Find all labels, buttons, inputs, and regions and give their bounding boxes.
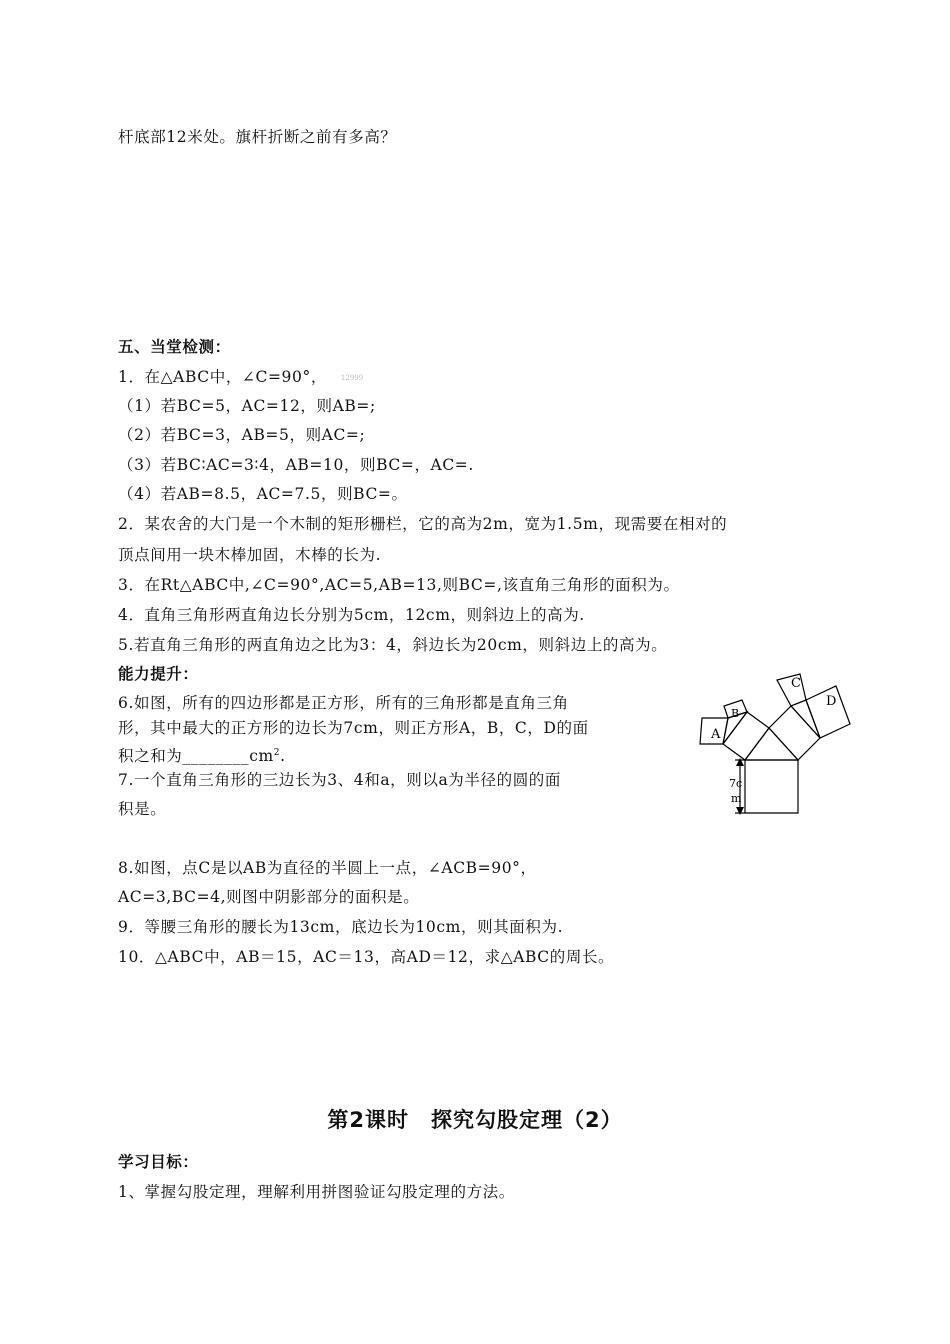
arrow-down-icon <box>736 807 744 815</box>
question-1-text: 1．在△ABC中，∠C=90°， <box>118 368 327 386</box>
question-1 <box>118 367 363 388</box>
label-c: C <box>791 676 801 691</box>
dimension-label-2: m <box>731 792 742 805</box>
question-5: 5.若直角三角形的两直角边之比为3：4，斜边长为20cm，则斜边上的高为。 <box>118 636 668 654</box>
label-a: A <box>711 727 721 742</box>
question-6-end: . <box>280 747 286 766</box>
question-1-part-4: （4）若AB=8.5，AC=7.5，则BC=。 <box>118 485 408 503</box>
question-8: 8.如图，点C是以AB为直径的半圆上一点，∠ACB=90°， <box>118 859 537 877</box>
learning-goal-1: 1、掌握勾股定理，理解利用拼图验证勾股定理的方法。 <box>118 1183 515 1201</box>
question-2-cont: 顶点间用一块木棒加固，木棒的长为. <box>118 546 382 564</box>
question-6-cont2 <box>118 743 286 766</box>
question-6-cont: 形，其中最大的正方形的边长为7cm，则正方形A，B，C，D的面 <box>118 719 589 737</box>
right-mid-square <box>769 706 820 760</box>
arrow-up-icon <box>736 758 744 766</box>
big-square <box>745 760 798 813</box>
question-2: 2．某农舍的大门是一个木制的矩形栅栏，它的高为2m，宽为1.5m，现需要在相对的 <box>118 515 728 533</box>
question-10: 10．△ABC中，AB＝15，AC＝13，高AD＝12，求△ABC的周长。 <box>118 948 615 966</box>
left-mid-square <box>723 712 769 760</box>
question-4: 4．直角三角形两直角边长分别为5cm，12cm，则斜边上的高为. <box>118 606 585 624</box>
question-1-part-3: （3）若BC∶AC=3∶4，AB=10，则BC=，AC=. <box>118 456 474 474</box>
section-title-ability: 能力提升： <box>118 665 199 683</box>
lesson-heading: 第2课时 探究勾股定理（2） <box>327 1108 623 1132</box>
label-d: D <box>826 694 837 709</box>
watermark-text: 12999 <box>340 374 364 382</box>
question-1-part-2: （2）若BC=3，AB=5，则AC=; <box>118 426 366 444</box>
dimension-label-1: 7c <box>729 777 743 790</box>
question-7-cont: 积是。 <box>118 800 167 818</box>
question-6-blank-text: 积之和为________cm <box>118 747 274 766</box>
question-7: 7.一个直角三角形的三边长为3、4和a，则以a为半径的圆的面 <box>118 771 561 789</box>
label-b: B <box>731 707 740 720</box>
section-title-check: 五、当堂检测： <box>118 338 231 356</box>
text-line: 杆底部12米处。旗杆折断之前有多高？ <box>118 128 397 146</box>
superscript-2: 2 <box>273 748 281 758</box>
learning-goals-title: 学习目标： <box>118 1153 199 1171</box>
main-triangle <box>745 728 798 760</box>
question-6: 6.如图，所有的四边形都是正方形，所有的三角形都是直角三角 <box>118 694 569 712</box>
question-9: 9．等腰三角形的腰长为13cm，底边长为10cm，则其面积为. <box>118 918 564 936</box>
question-3: 3．在Rt△ABC中,∠C=90°,AC=5,AB=13,则BC=,该直角三角形的面积为。 <box>118 576 680 594</box>
pythagorean-tree-figure <box>690 660 860 820</box>
question-8-cont: AC=3,BC=4,则图中阴影部分的面积是。 <box>118 888 420 906</box>
question-1-part-1: （1）若BC=5，AC=12，则AB=; <box>118 397 376 415</box>
right-small-triangle <box>791 700 820 738</box>
